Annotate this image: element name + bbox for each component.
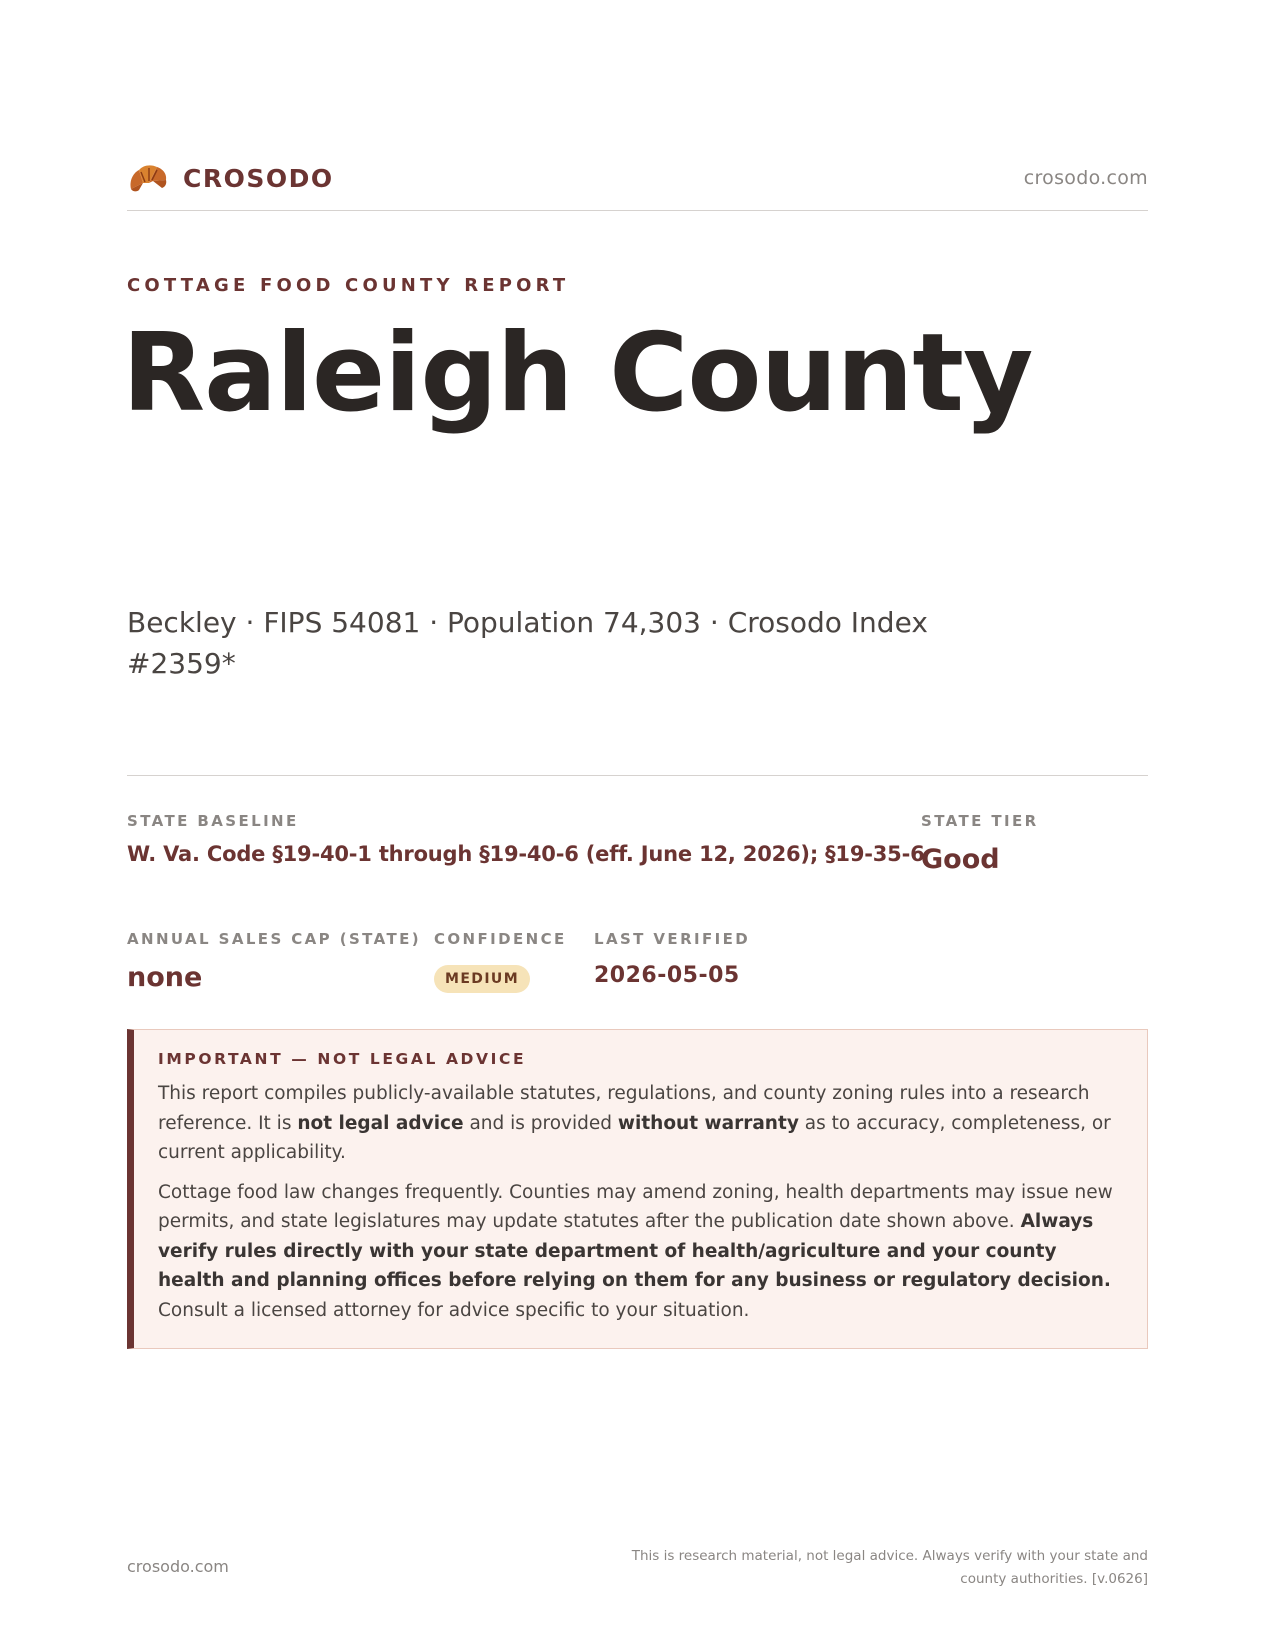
state-baseline-value: W. Va. Code §19-40-1 through §19-40-6 (eff. June 12, 2026); §19-35-6 (127, 842, 925, 866)
page-header (127, 155, 1148, 211)
sales-cap-value: none (127, 962, 203, 993)
footer-disclaimer: This is research material, not legal advice. Always verify with your state and county authorities. [v.0626] (631, 1548, 1148, 1587)
state-tier-field (921, 812, 1039, 875)
confidence-field (434, 930, 567, 993)
last-verified-label: LAST VERIFIED (594, 930, 751, 948)
notice-emphasis: without warranty (617, 1112, 799, 1134)
brand-name: CROSODO (183, 163, 334, 193)
header-site-link[interactable]: crosodo.com (1023, 167, 1148, 189)
notice-paragraph-1 (158, 1079, 1121, 1168)
notice-text: Cottage food law changes frequently. Counties may amend zoning, health departments may issue new permits, and state legislatures may update statutes after the publication date shown above. (158, 1181, 1113, 1232)
notice-emphasis: not legal advice (297, 1112, 464, 1134)
state-baseline-label: STATE BASELINE (127, 812, 299, 830)
notice-text: Consult a licensed attorney for advice specific to your situation. (158, 1299, 750, 1321)
confidence-label: CONFIDENCE (434, 930, 567, 948)
sales-cap-field (127, 930, 421, 993)
notice-paragraph-2 (158, 1178, 1121, 1326)
notice-text: and is provided (463, 1112, 618, 1134)
state-tier-label: STATE TIER (921, 812, 1039, 830)
section-divider (127, 775, 1148, 776)
page-title: Raleigh County (122, 311, 1033, 436)
report-subtitle: Beckley · FIPS 54081 · Population 74,303 · Crosodo Index #2359* (127, 606, 928, 680)
footer-site-link[interactable]: crosodo.com (127, 1557, 229, 1576)
notice-emphasis: Always verify rules directly with your state department of health/agriculture and your county health and planning offices before relying on them for any business or regulatory decision. (158, 1211, 1111, 1291)
legal-notice (127, 1029, 1148, 1349)
state-tier-value: Good (921, 844, 1000, 875)
notice-text: as to accuracy, completeness, or current applicability. (158, 1112, 1111, 1163)
last-verified-field (594, 930, 750, 988)
brand[interactable] (127, 159, 334, 197)
last-verified-value: 2026-05-05 (594, 963, 740, 988)
croissant-icon (127, 159, 169, 197)
confidence-badge: MEDIUM (434, 965, 530, 993)
report-kicker: COTTAGE FOOD COUNTY REPORT (127, 275, 570, 296)
notice-text: This report compiles publicly-available statutes, regulations, and county zoning rules into a research reference. It is (158, 1083, 1090, 1134)
state-baseline-field (127, 812, 925, 866)
notice-title: IMPORTANT — NOT LEGAL ADVICE (158, 1050, 527, 1068)
sales-cap-label: ANNUAL SALES CAP (STATE) (127, 930, 422, 948)
